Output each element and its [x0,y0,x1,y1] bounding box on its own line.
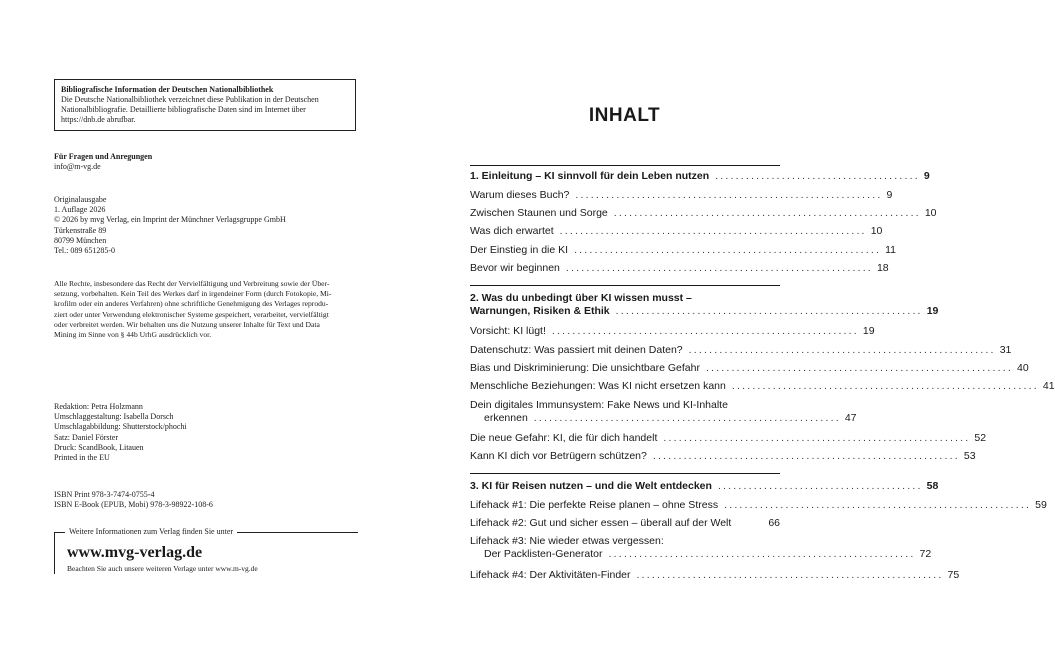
toc-entry[interactable]: Vorsicht: KI lügt! ............................................................ 19 [470,325,875,337]
toc-entry[interactable]: Menschliche Beziehungen: Was KI nicht ersetzen kann ............................................................ 41 [470,380,1055,392]
toc-entry[interactable]: Die neue Gefahr: KI, die für dich handelt ............................................................ 52 [470,432,987,444]
toc-entry-title: Der Packlisten-Generator [484,548,603,560]
toc-entry-title: Warum dieses Buch? [470,189,570,201]
toc-entry-title-line1: 2. Was du unbedingt über KI wissen musst – [470,292,692,304]
toc-entry-title: Bevor wir beginnen [470,262,560,274]
isbn-print: ISBN Print 978-3-7474-0755-4 [54,490,155,499]
bibliographic-line: https://dnb.de abrufbar. [61,115,136,124]
credits-block [54,402,374,463]
toc-entry[interactable]: Was dich erwartet ............................................................ 10 [470,225,883,237]
toc-entry[interactable]: Warum dieses Buch? ............................................................ 9 [470,189,893,201]
bibliographic-line: Nationalbibliografie. Detaillierte bibliografische Daten sind im Internet über [61,105,306,114]
toc-entry-title: Vorsicht: KI lügt! [470,325,546,337]
toc-page-number: 72 [919,548,932,560]
credits-line: Umschlagabbildung: Shutterstock/phochi [54,422,187,432]
toc-entry[interactable]: Kann KI dich vor Betrügern schützen? ............................................................ 53 [470,450,976,462]
right-page [416,0,1055,648]
web-intro-text: Weitere Informationen zum Verlag finden Sie unter [65,527,237,537]
edition-block [54,195,374,256]
toc-page-number: 47 [844,412,857,424]
publisher-website-link[interactable]: www.mvg-verlag.de [67,544,203,561]
toc-entry-title: Warnungen, Risiken & Ethik [470,305,610,317]
toc-entry-title-line1: Dein digitales Immunsystem: Fake News und KI-Inhalte [470,399,728,411]
toc-entry-title: 1. Einleitung – KI sinnvoll für dein Leben nutzen [470,170,710,182]
edition-line: Tel.: 089 651285-0 [54,246,115,256]
toc-entry[interactable] [470,517,780,530]
toc-entry[interactable]: Bias und Diskriminierung: Die unsichtbare Gefahr ............................................................ 40 [470,362,1029,374]
toc-page-number: 41 [1042,380,1055,392]
toc-entry[interactable]: Lifehack #3: Nie wieder etwas vergessen: Der Packlisten-Generator ............................................................ 72 [470,535,932,560]
toc-page-number: 52 [974,432,987,444]
publisher-web-box [54,527,358,574]
toc-page-number: 58 [926,480,939,492]
toc-page-number: 11 [885,244,897,256]
edition-line: © 2026 by mvg Verlag, ein Imprint der Münchner Verlagsgruppe GmbH [54,215,286,225]
toc-chapter-3[interactable]: 3. KI für Reisen nutzen – und die Welt entdecken ........................................ 58 [470,480,939,492]
toc-entry-title: Kann KI dich vor Betrügern schützen? [470,450,647,462]
toc-page-number: 75 [947,569,960,581]
toc-entry-title: Die neue Gefahr: KI, die für dich handelt [470,432,658,444]
left-page [0,0,416,648]
toc-page-number: 10 [924,207,937,219]
toc-page-number: 19 [862,325,875,337]
rights-line: ziert oder unter Verwendung elektronischer Systeme gespeichert, verarbeitet, vervielfältigt [54,309,329,319]
toc-chapter-2[interactable]: 2. Was du unbedingt über KI wissen musst – Warnungen, Risiken & Ethik ............................................................ 19 [470,292,939,317]
credits-line: Redaktion: Petra Holzmann [54,402,143,411]
credits-line: Umschlaggestaltung: Isabella Dorsch [54,412,174,422]
rights-line: oder verbreitet werden. Wir behalten uns die Nutzung unserer Inhalte für Text und Data [54,319,320,329]
toc-page-number: 53 [963,450,976,462]
toc-entry[interactable]: Bevor wir beginnen ............................................................ 18 [470,262,889,274]
edition-line: 80799 München [54,235,107,245]
isbn-block [54,490,374,510]
rights-line: Alle Rechte, insbesondere das Recht der Vervielfältigung und Verbreitung sowie der Über- [54,279,330,288]
rights-line: Mining im Sinne von § 44b UrhG ausdrücklich vor. [54,330,212,340]
toc-page-number: 59 [1035,499,1047,511]
isbn-ebook: ISBN E-Book (EPUB, Mobi) 978-3-98922-108-6 [54,500,213,510]
toc-entry[interactable]: Dein digitales Immunsystem: Fake News und KI-Inhalte erkennen ............................................................ 47 [470,399,857,424]
toc-entry-title: Menschliche Beziehungen: Was KI nicht ersetzen kann [470,380,726,392]
toc-entry[interactable]: Datenschutz: Was passiert mit deinen Daten? ............................................................ 31 [470,344,1012,356]
toc-entry-title: erkennen [484,412,528,424]
toc-entry[interactable]: Der Einstieg in die KI ............................................................ 11 [470,244,897,256]
other-publishers-note: Beachten Sie auch unsere weiteren Verlage unter www.m-vg.de [67,564,258,573]
toc-chapter-1[interactable]: 1. Einleitung – KI sinnvoll für dein Leben nutzen ........................................ 9 [470,170,930,182]
toc-title: INHALT [588,105,661,126]
toc-page-number: 9 [923,170,930,182]
rights-line: krofilm oder ein anderes Verfahren) ohne schriftliche Genehmigung des Verlages reprodu- [54,299,329,309]
toc-top-rule [470,165,780,166]
toc-entry-title: 3. KI für Reisen nutzen – und die Welt entdecken [470,480,712,492]
contact-block [54,152,374,172]
contact-title: Für Fragen und Anregungen [54,152,153,161]
toc-entry-title: Der Einstieg in die KI [470,244,569,256]
toc-section-rule [470,285,780,286]
bibliographic-info-box [54,79,356,131]
rights-block [54,279,374,340]
toc-page-number: 66 [768,517,780,529]
toc-entry[interactable]: Lifehack #4: Der Aktivitäten-Finder ............................................................ 75 [470,569,960,581]
toc-entry[interactable]: Zwischen Staunen und Sorge ............................................................ 10 [470,207,937,219]
toc-section-rule [470,473,780,474]
toc-entry-title: Zwischen Staunen und Sorge [470,207,608,219]
toc-entry[interactable]: Lifehack #1: Die perfekte Reise planen – ohne Stress ............................................................ 59 [470,499,1047,511]
toc-entry-title-line1: Lifehack #3: Nie wieder etwas vergessen: [470,535,664,547]
bibliographic-title: Bibliografische Information der Deutschen Nationalbibliothek [61,85,274,94]
toc-page-number: 31 [999,344,1012,356]
toc-page-number: 9 [886,189,893,201]
edition-line: Türkenstraße 89 [54,225,107,235]
toc-entry-title: Lifehack #1: Die perfekte Reise planen – ohne Stress [470,499,719,511]
toc-entry-title: Datenschutz: Was passiert mit deinen Daten? [470,344,683,356]
toc-page-number: 10 [870,225,883,237]
toc-entry-title: Lifehack #2: Gut und sicher essen – überall auf der Welt [470,517,732,529]
toc-page-number: 18 [876,262,889,274]
contact-email: info@m-vg.de [54,162,101,172]
edition-line: Originalausgabe [54,195,107,204]
toc-entry-title: Was dich erwartet [470,225,554,237]
rights-line: setzung, vorbehalten. Kein Teil des Werkes darf in irgendeiner Form (durch Fotokopie, Mi- [54,289,332,299]
credits-line: Satz: Daniel Förster [54,432,118,442]
edition-line: 1. Auflage 2026 [54,205,106,215]
toc-entry-title: Lifehack #4: Der Aktivitäten-Finder [470,569,631,581]
toc-entry-title: Bias und Diskriminierung: Die unsichtbare Gefahr [470,362,700,374]
toc-page-number: 19 [926,305,939,317]
credits-line: Druck: ScandBook, Litauen [54,442,144,452]
credits-line: Printed in the EU [54,453,110,463]
bibliographic-line: Die Deutsche Nationalbibliothek verzeichnet diese Publikation in der Deutschen [61,95,319,104]
toc-page-number: 40 [1017,362,1029,374]
